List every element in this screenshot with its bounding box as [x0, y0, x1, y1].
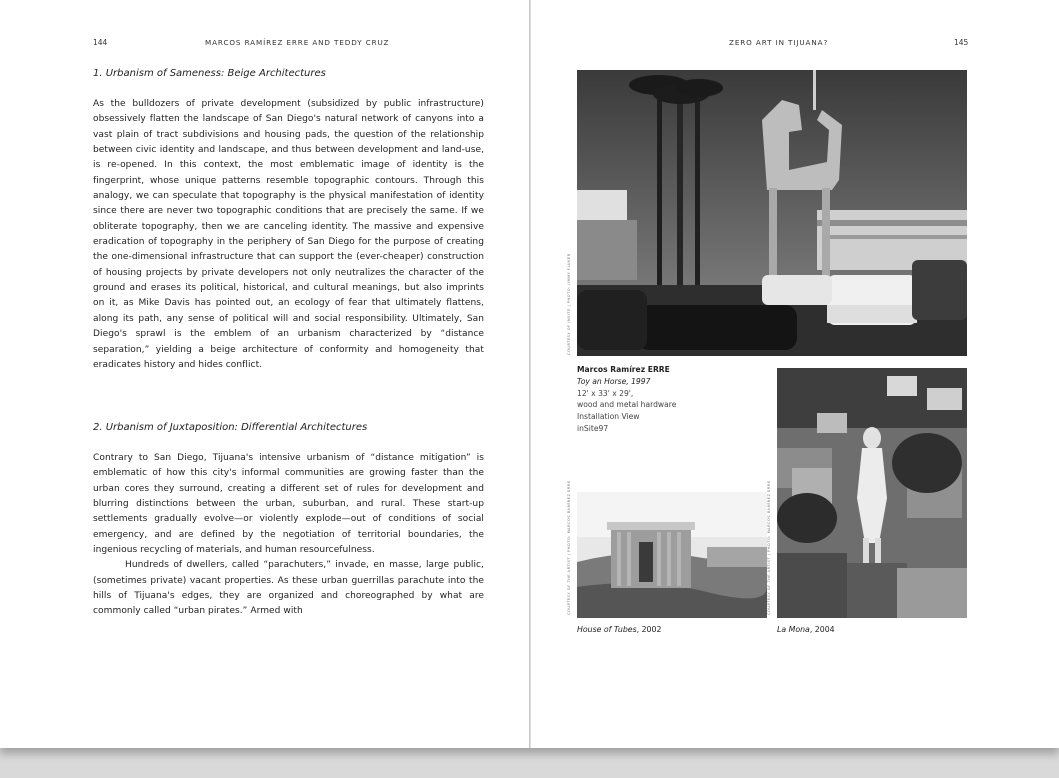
house-caption-year: , 2002: [636, 625, 662, 634]
mona-caption-year: , 2004: [809, 625, 835, 634]
caption-exhibition: inSite97: [577, 423, 609, 433]
caption-artist: Marcos Ramírez ERRE: [577, 365, 670, 374]
toy-an-horse-photo: [577, 70, 967, 356]
house-of-tubes-caption: [577, 625, 661, 634]
house-of-tubes-photo: [577, 492, 767, 618]
section2-paragraph-1: Contrary to San Diego, Tijuana's intensive urbanism of “distance mitigation” is emblematic of how this city's informal communities are growing faster than the urban cores they surround, creating a different set of rules for development and blurring distinctions between the urban, suburban, and rural. These start-up settlements gradually evolve—or violently explode—out of conditions of social emergency, and are defined by the negotiation of territorial boundaries, the ingenious recycling of materials, and human resourcefulness.: [93, 453, 484, 556]
right-page: [531, 0, 1059, 748]
section1-paragraph-1: As the bulldozers of private development (subsidized by public infrastructure) obsessively flatten the landscape of San Diego's natural network of canyons into a vast plain of tract subdivisions and housing pads, the question of the relationship between civic identity and landscape, and thus between development and land-use, is re-opened. In this context, the most emblematic image of identity is the fingerprint, whose unique patterns resemble topographic contours. Through this analogy, we can speculate that topography is the physical manifestation of identity since there are never two topographic conditions that are precisely the same. If we obliterate topography, then we are canceling identity. The massive and expensive eradication of topography in the periphery of San Diego for the purpose of creating the one-dimensional infrastructure that can support the (ever-cheaper) construction of housing projects by private developers not only neutralizes the character of the ground and erases its political, historical, and cultural meanings, but also imprints on it, as Mike Davis has pointed out, an ecology of fear that ultimately flattens, along its path, any sense of political will and social responsibility. Ultimately, San Diego's sprawl is the emblem of an urbanism characterized by “distance separation,” yielding a beige architecture of conformity and homogeneity that eradicates history and hides conflict.: [93, 99, 484, 370]
house-caption-title: House of Tubes: [577, 625, 637, 634]
left-page: [0, 0, 529, 748]
section1-heading: 1. Urbanism of Sameness: Beige Architectures: [93, 68, 326, 79]
right-folio: 145: [954, 38, 969, 47]
left-running-head: MARCOS RAMÍREZ ERRE AND TEDDY CRUZ: [205, 38, 390, 47]
toy-an-horse-caption: [577, 364, 676, 435]
mona-caption-title: La Mona: [777, 625, 810, 634]
caption-title-line: [577, 376, 676, 388]
section1-body: [93, 97, 484, 373]
section2-body: [93, 451, 484, 620]
right-running-head: ZERO ART IN TIJUANA?: [729, 38, 829, 47]
caption-view: Installation View: [577, 412, 640, 422]
caption-title: Toy an Horse: [577, 376, 627, 386]
left-folio: 144: [93, 38, 108, 47]
section2-heading: 2. Urbanism of Juxtaposition: Differential Architectures: [93, 422, 368, 433]
caption-year: , 1997: [626, 376, 651, 386]
caption-materials: wood and metal hardware: [577, 400, 677, 410]
horse-photo-credit: COURTESY OF INSITE | PHOTO: JIMMY FLUKER: [567, 253, 571, 355]
la-mona-caption: [777, 625, 835, 634]
caption-dimensions: 12' x 33' x 29',: [577, 388, 634, 398]
mona-photo-credit: COURTESY OF THE ARTIST | PHOTO: MARCOS RAMÍREZ ERRE: [767, 480, 771, 615]
la-mona-photo: [777, 368, 967, 618]
section2-paragraph-2: Hundreds of dwellers, called “parachuters,” invade, en masse, large public, (sometimes private) vacant properties. As these urban guerrillas parachute into the hills of Tijuana's edges, they are organized and choreographed by what are commonly called “urban pirates.” Armed with: [93, 560, 484, 617]
house-photo-credit: COURTESY OF THE ARTIST | PHOTO: MARCOS RAMÍREZ ERRE: [567, 480, 571, 615]
